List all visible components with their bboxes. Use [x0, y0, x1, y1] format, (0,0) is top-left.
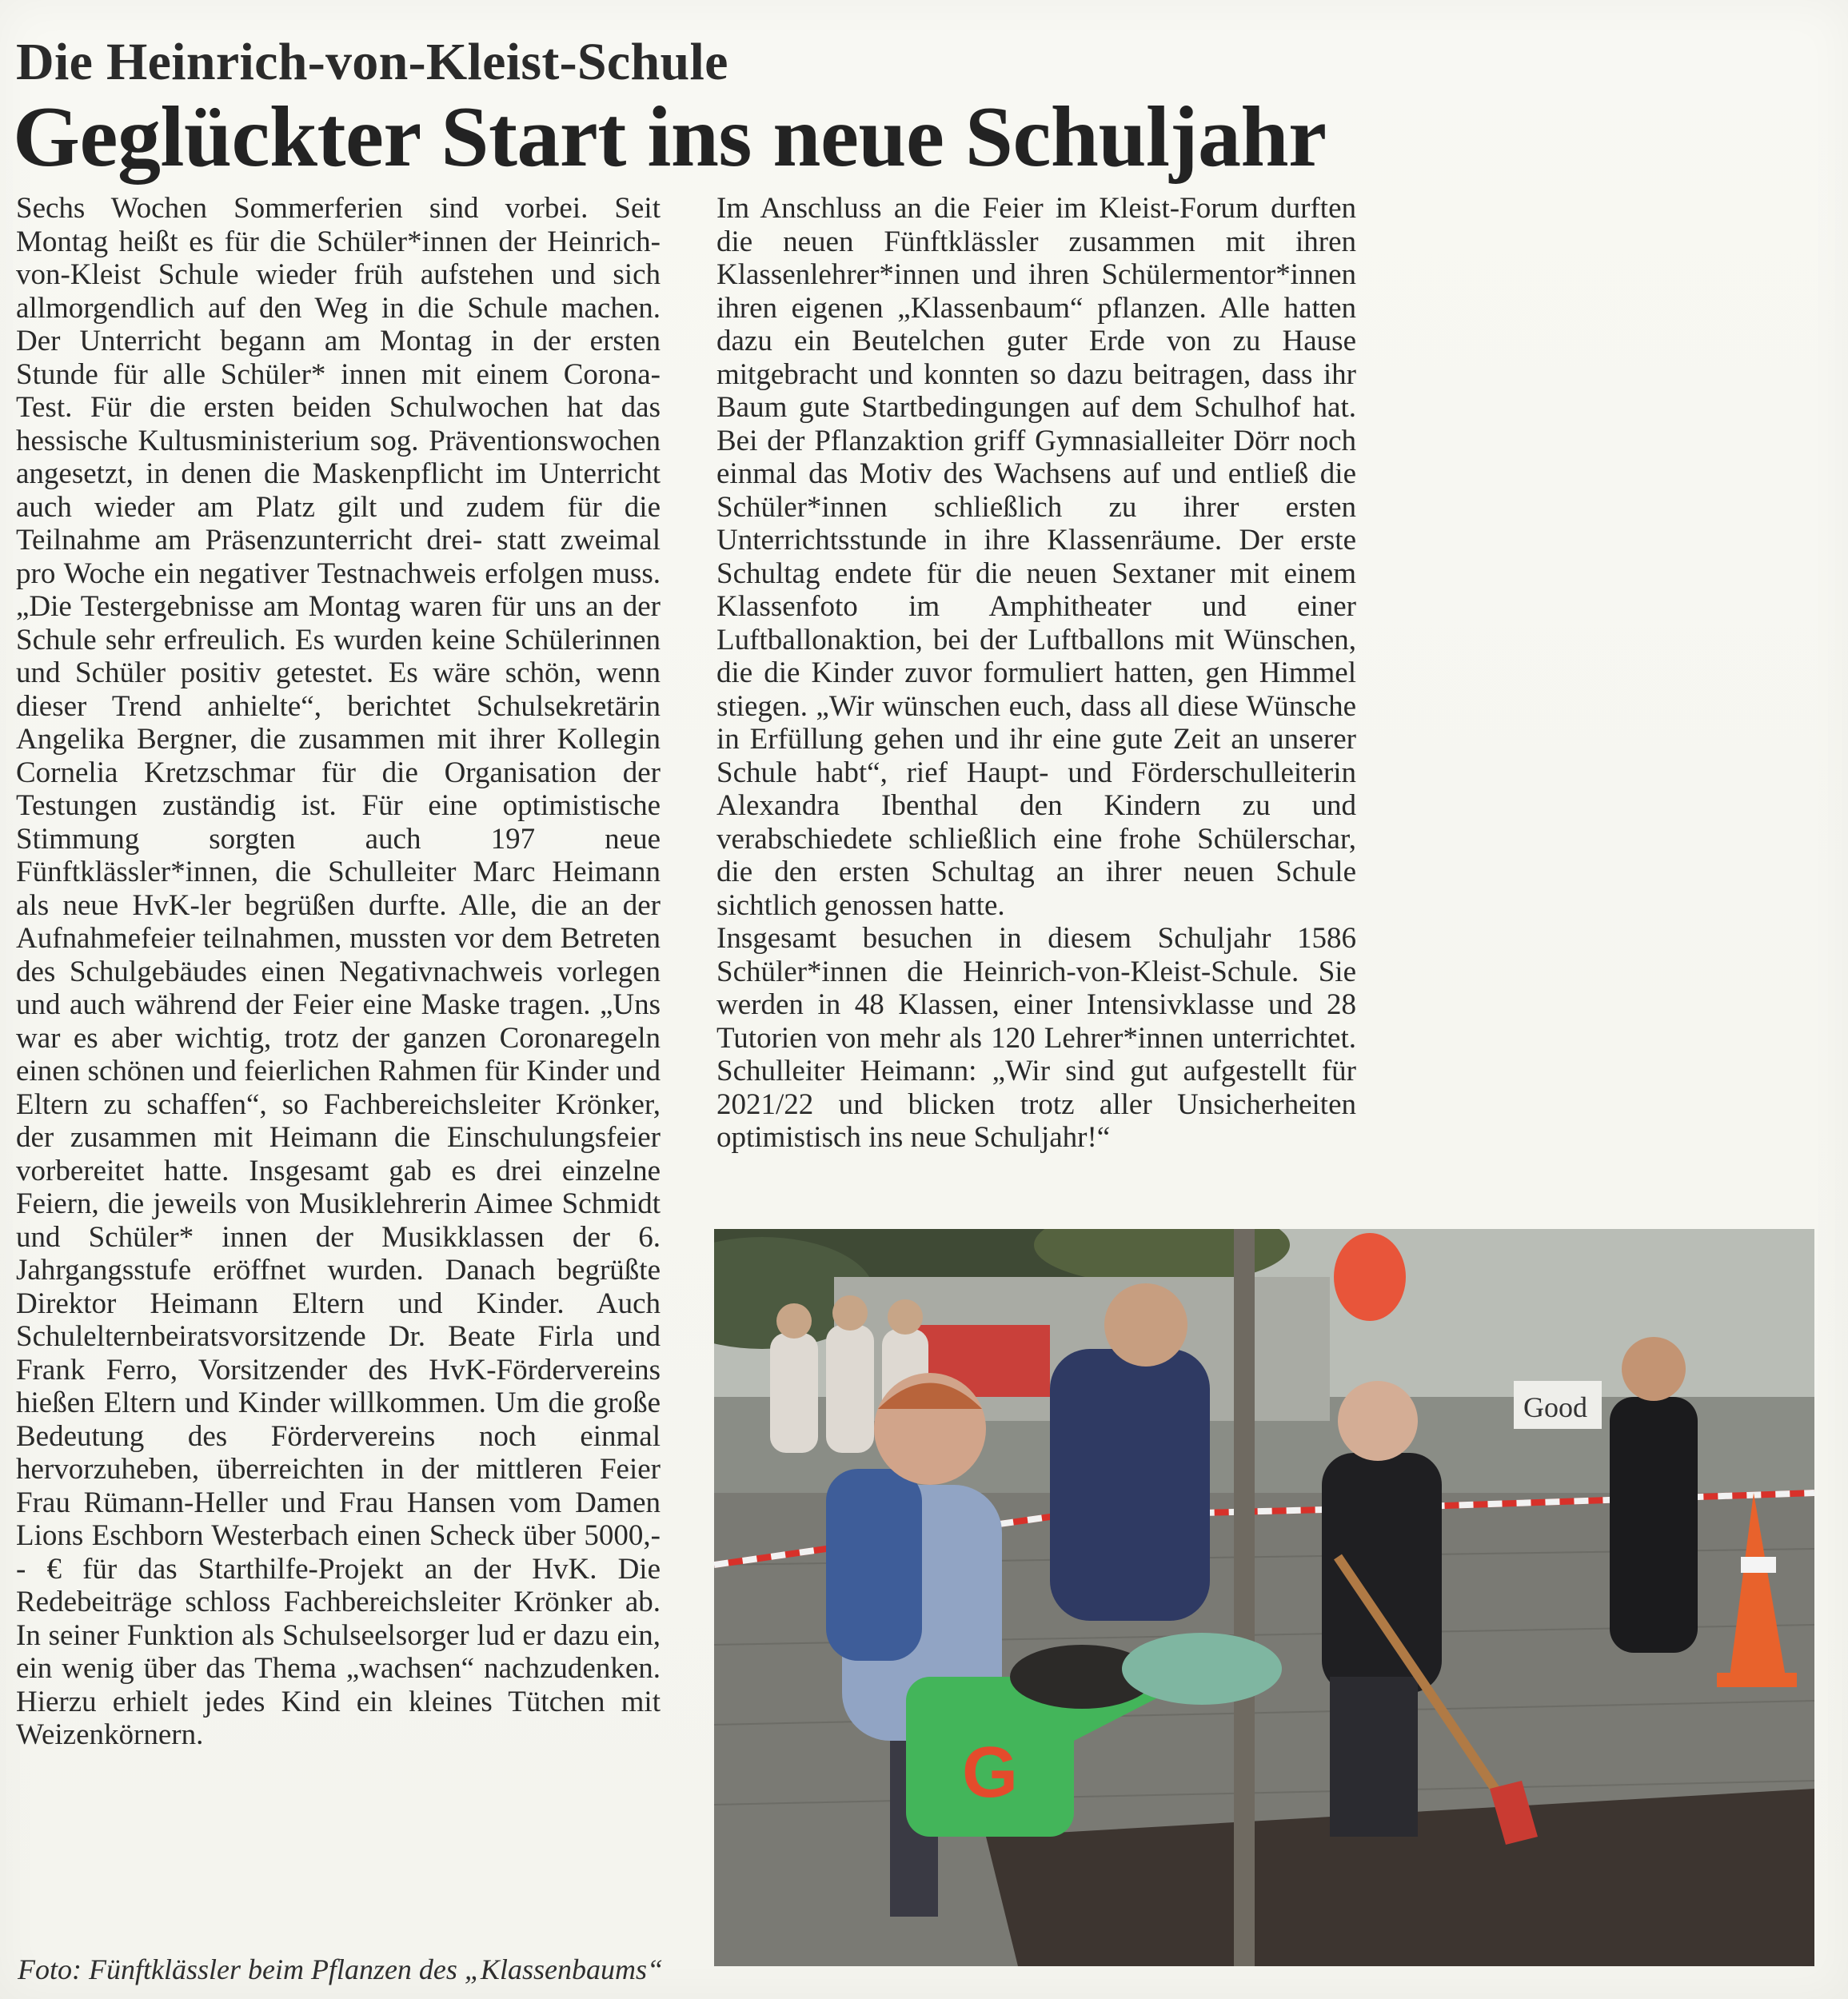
article-photo	[714, 1229, 1814, 1966]
can-logo: G	[962, 1733, 1019, 1813]
paragraph: Sechs Wochen Sommerferien sind vorbei. Seit Montag heißt es für die Schüler*innen der Heinrich-von-Kleist Schule wieder früh aufstehen und sich allmorgendlich auf den Weg in die Schule machen. Der Unterricht begann am Montag in der ersten Stunde für alle Schüler* innen mit einem Corona-Test. Für die ersten beiden Schulwochen hat das hessische Kultusministerium sog. Präventionswochen angesetzt, in denen die Maskenpflicht im Unterricht auch wieder am Platz gilt und zudem für die Teilnahme am Präsenzunterricht drei- statt zweimal pro Woche ein negativer Testnachweis erfolgen muss. „Die Testergebnisse am Montag waren für uns an der Schule sehr erfreulich. Es wurden keine Schülerinnen und Schüler positiv getestet. Es wäre schön, wenn dieser Trend anhielte“, berichtet Schulsekretärin Angelika Bergner, die zusammen mit ihrer Kollegin Cornelia Kretzschmar für die Organisation der Testungen zuständig ist. Für eine optimistische Stimmung sorgten auch 197 neue Fünftklässler*innen, die Schulleiter Marc Heimann als neue HvK-ler begrüßen durfte. Alle, die an der Aufnahmefeier teilnahmen, mussten vor dem Betreten des Schulgebäudes einen Negativnachweis vorlegen und auch während der Feier eine Maske tragen. „Uns war es aber wichtig, trotz der ganzen Coronaregeln einen schönen und feierlichen Rahmen für Kinder und Eltern zu schaffen“, so Fachbereichsleiter Krönker, der zusammen mit Heimann die Einschulungsfeier vorbereitet hatte. Insgesamt gab es drei einzelne Feiern, die jeweils von Musiklehrerin Aimee Schmidt und Schüler* innen der Musikklassen der 6. Jahrgangsstufe eröffnet wurden. Danach begrüßte Direktor Heimann Eltern und Kinder. Auch Schulelternbeiratsvorsitzende Dr. Beate Firla und Frank Ferro, Vorsitzender des HvK-Fördervereins hießen Eltern und Kinder willkommen. Um die große Bedeutung des Fördervereins noch einmal hervorzuheben, überreichten in der mittleren Feier Frau Rümann-Heller und Frau Hansen vom Damen Lions Eschborn Westerbach einen Scheck über 5000,-- € für das Starthilfe-Projekt an der HvK. Die Redebeiträge schloss Fachbereichsleiter Krönker ab. In seiner Funktion als Schulseelsorger lud er dazu ein, ein wenig über das Thema „wachsen“ nachzudenken. Hierzu erhielt jedes Kind ein kleines Tütchen mit Weizenkörnern.	[16, 192, 661, 1751]
photo-illustration	[714, 1229, 1814, 1966]
article-column-right	[716, 192, 1356, 1155]
article-column-left	[16, 192, 661, 1752]
photo-caption: Foto: Fünftklässler beim Pflanzen des „Klassenbaums“	[18, 1953, 663, 1985]
paragraph: Insgesamt besuchen in diesem Schuljahr 1586 Schüler*innen die Heinrich-von-Kleist-Schule. Sie werden in 48 Klassen, einer Intensivklasse und 28 Tutorien von mehr als 120 Lehrer*innen unterrichtet. Schulleiter Heimann: „Wir sind gut aufgestellt für 2021/22 und blicken trotz aller Unsicherheiten optimistisch ins neue Schuljahr!“	[716, 922, 1356, 1154]
sign-text: Good	[1523, 1391, 1587, 1423]
article-headline: Geglückter Start ins neue Schuljahr	[13, 90, 1327, 185]
article-kicker: Die Heinrich-von-Kleist-Schule	[16, 33, 728, 91]
paragraph: Im Anschluss an die Feier im Kleist-Forum durften die neuen Fünftklässler zusammen mit ihren Klassenlehrer*innen und ihren Schülermentor*innen ihren eigenen „Klassenbaum“ pflanzen. Alle hatten dazu ein Beutelchen guter Erde von zu Hause mitgebracht und konnten so dazu beitragen, dass ihr Baum gute Startbedingungen auf dem Schulhof hat. Bei der Pflanzaktion griff Gymnasialleiter Dörr noch einmal das Motiv des Wachsens auf und entließ die Schüler*innen schließlich zu ihrer ersten Unterrichtsstunde in ihre Klassenräume. Der erste Schultag endete für die neuen Sextaner mit einem Klassenfoto im Amphitheater und einer Luftballonaktion, bei der Luftballons mit Wünschen, die die Kinder zuvor formuliert hatten, gen Himmel stiegen. „Wir wünschen euch, dass all diese Wünsche in Erfüllung gehen und ihr eine gute Zeit an unserer Schule habt“, rief Haupt- und Förderschulleiterin Alexandra Ibenthal den Kindern zu und verabschiedete schließlich eine frohe Schülerschar, die den ersten Schultag an ihrer neuen Schule sichtlich genossen hatte.	[716, 192, 1356, 922]
